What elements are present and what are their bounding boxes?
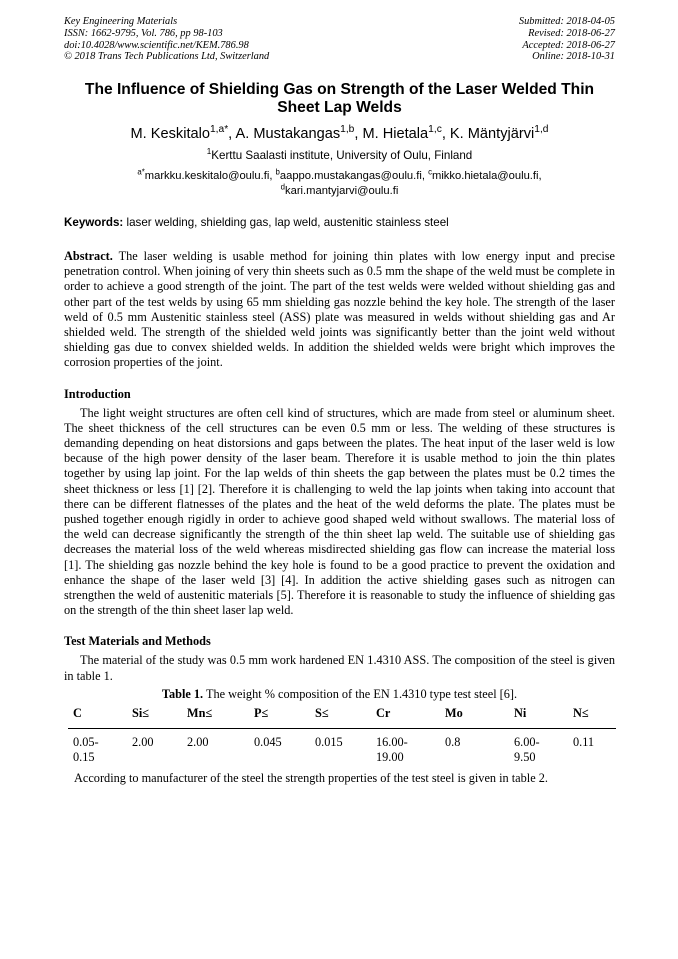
table-cell: 0.8 (445, 734, 461, 749)
table-cell: 2.00 (132, 734, 154, 749)
introduction-paragraph: The light weight structures are often cell kind of structures, which are made from steel or aluminum sheet. The sheet thickness of the cell structures can be even 0.5 mm or less. The welding of these structures is demanding depending on heat distorsions and gaps between the plates. The heat input of the laser weld is low because of the high power density of the laser beam. Therefore it is usable method to join the thin plates together by using lap joint. For the lap welds of thin sheets the gap between the plates must be 0.2 times the sheet thickness or less [1] [2]. Therefore it is challenging to weld the lap joints when taking into account that there can be different flatnesses of the plates and the heat of the weld deforms the plate. The plates must be pushed together enough rigidly in order to achieve good shaped weld without swallows. The material loss of the weld can decrease significantly the strength of the thin sheet lap weld. The suitable use of shielding gas decreases the material loss of the weld whereas misdirected shielding gas flow can increase the material loss [1]. The shielding gas nozzle behind the key hole is found to be a good practice to prevent the oxidation and enhance the shape of the laser weld [3] [4]. In addition the active shielding gases such as nitrogen can strengthen the weld of austenitic materials [5]. Therefore it is reasonable to study the influence of shielding gas on the strength of the thin sheet laser lap weld. (64, 405, 615, 618)
composition-table (68, 702, 616, 765)
author-affil-mark: 1,d (534, 124, 549, 136)
author-affil-mark: 1,c (428, 124, 442, 136)
author-emails: $^{a*}$markku.keskitalo@oulu.fi, $^b$aappo.mustakangas@oulu.fi, $^c$mikko.hietala@oulu.fi, $^d$kari.mantyjarvi@oulu.fi (137, 167, 542, 197)
abstract-text: The laser welding is usable method for joining thin plates with low energy input and precise penetration control. When joining of very thin sheets such as 0.5 mm the shape of the weld must be complete in order to achieve a good strength of the joint. The part of the test welds were welded without shielding gas and other part of the test welds by using 65 mm shielding gas nozzle behind the key hole. The strength of the laser weld of 0.5 mm Austenitic stainless steel (ASS) plate was measured in welds without shielding gas and Ar shielded weld. The strength of the shielded weld joints was significantly better than the joint weld without shielding gas due to convex shielded welds. In addition the shielded welds were bright which improves the corrosion properties of the joint. (64, 249, 615, 370)
journal-name: Key Engineering Materials (64, 16, 178, 27)
paper-title: The Influence of Shielding Gas on Strength of the Laser Welded Thin Sheet Lap Welds (84, 81, 595, 116)
table-header-cell: Ni (509, 702, 568, 729)
date-accepted: Accepted: 2018-06-27 (522, 39, 615, 51)
table-cell: 0.05- 0.15 (73, 734, 99, 764)
author-list: M. Keskitalo$^{1,a*}$, A. Mustakangas$^{1,b}$, M. Hietala$^{1,c}$, K. Mäntyjärvi$^{1,d}$ (130, 124, 549, 142)
keywords-text: laser welding, shielding gas, lap weld, austenitic stainless steel (126, 216, 449, 229)
abstract-label: Abstract. (64, 249, 113, 263)
table-cell: 0.045 (254, 734, 282, 749)
keywords (64, 216, 615, 229)
table-header-cell: Cr (371, 702, 440, 729)
email-link[interactable]: markku.keskitalo@oulu.fi (144, 170, 270, 182)
date-submitted: Submitted: 2018-04-05 (518, 16, 615, 27)
table-header-cell: P≤ (249, 702, 310, 729)
journal-issn: ISSN: 1662-9795, Vol. 786, pp 98-103 (64, 27, 223, 39)
journal-info (64, 16, 269, 63)
table-cell: 0.11 (573, 734, 595, 749)
journal-doi[interactable]: doi:10.4028/www.scientific.net/KEM.786.98 (64, 39, 249, 51)
table-cell: 2.00 (187, 734, 209, 749)
table-header-cell: Mn≤ (182, 702, 249, 729)
email-link[interactable]: aappo.mustakangas@oulu.fi (279, 170, 422, 182)
affiliation-mark: 1 (206, 147, 212, 157)
affiliation-text: Kerttu Saalasti institute, University of Oulu, Finland (211, 149, 473, 162)
table-label: Table 1. (161, 686, 204, 701)
keywords-label: Keywords: (64, 216, 124, 229)
email-mark: b (275, 167, 280, 177)
author-affil-mark: 1,b (340, 124, 355, 136)
journal-copyright: © 2018 Trans Tech Publications Ltd, Switzerland (64, 51, 270, 63)
paper-page (64, 16, 615, 786)
email-mark: c (428, 167, 432, 177)
table-cell: 6.00- 9.50 (514, 734, 540, 764)
table-header-cell: N≤ (568, 702, 616, 729)
table-header-cell: Si≤ (127, 702, 182, 729)
author-name: M. Hietala (362, 126, 429, 142)
publication-dates (519, 16, 615, 63)
affiliation (64, 149, 615, 163)
table-header-row (68, 702, 616, 729)
email-mark: d (280, 182, 286, 192)
abstract (64, 249, 615, 371)
email-link[interactable]: kari.mantyjarvi@oulu.fi (285, 185, 399, 197)
journal-header (64, 16, 615, 64)
date-revised: Revised: 2018-06-27 (528, 27, 615, 39)
table-header-cell: C (68, 702, 127, 729)
table-cell: 16.00- 19.00 (376, 734, 408, 764)
table-caption (64, 687, 615, 702)
post-table-paragraph: According to manufacturer of the steel the strength properties of the test steel is given in table 2. (74, 770, 548, 785)
table-row (68, 728, 616, 765)
author-affil-mark: 1,a* (209, 124, 229, 136)
author-name: K. Mäntyjärvi (449, 126, 535, 142)
email-link[interactable]: mikko.hietala@oulu.fi (432, 170, 539, 182)
email-mark: a* (137, 167, 145, 177)
table-cell: 0.015 (315, 734, 343, 749)
author-name: A. Mustakangas (235, 126, 341, 142)
table-header-cell: S≤ (310, 702, 371, 729)
methods-paragraph: The material of the study was 0.5 mm work hardened EN 1.4310 ASS. The composition of the steel is given in table 1. (64, 653, 615, 683)
date-online: Online: 2018-10-31 (532, 51, 615, 63)
table-header-cell: Mo (440, 702, 509, 729)
table-caption-text: The weight % composition of the EN 1.4310 type test steel [6]. (205, 686, 518, 701)
section-heading-methods: Test Materials and Methods (64, 634, 211, 649)
section-heading-introduction: Introduction (64, 386, 131, 401)
author-name: M. Keskitalo (130, 126, 210, 142)
